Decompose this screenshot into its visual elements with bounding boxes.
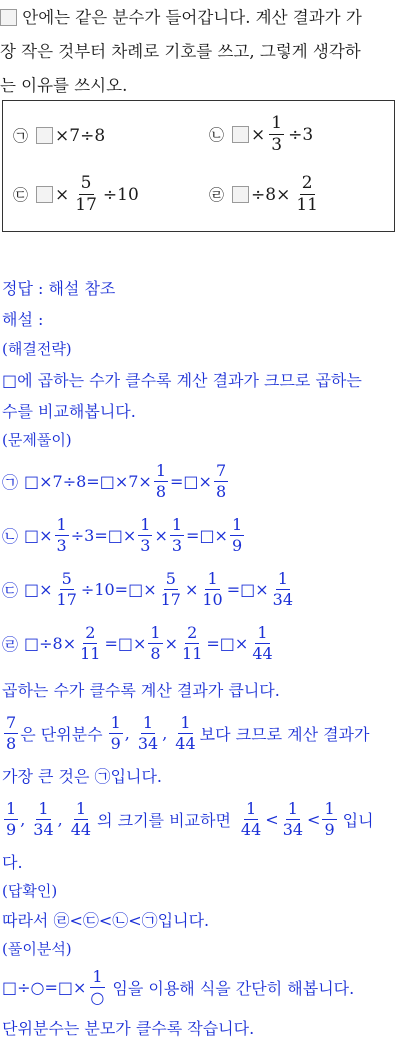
fraction: $\frac{1}{3}$ — [56, 514, 67, 555]
analysis-tag: (풀이분석) — [2, 940, 72, 958]
equation-d: ㉣ □÷8× $\frac{2}{11}$ =□× $\frac{1}{8}$ × $\frac{2}{11}$ =□× $\frac{1}{44}$ — [2, 622, 273, 663]
fraction: $\frac{1}{3}$ — [171, 514, 183, 555]
fraction: $\frac{7}{8}$ — [215, 460, 227, 501]
question-line-3: 는 이유를 쓰시오. — [0, 76, 128, 95]
fraction: $\frac{1}{8}$ — [155, 460, 167, 501]
question-line-2: 장 작은 것부터 차례로 기호를 쓰고, 그렇게 생각하 — [0, 42, 361, 61]
fraction: $\frac{2}{11}$ — [296, 173, 318, 215]
fraction: $\frac{1}{8}$ — [150, 622, 161, 663]
largest-line: 가장 큰 것은 ㉠입니다. — [2, 767, 162, 786]
unit-fraction-line: $\frac{7}{8}$ 은 단위분수 $\frac{1}{9}$ , $\frac{1}{34}$ , $\frac{1}{44}$ 보다 크므로 계산 결과가 — [6, 712, 370, 753]
fraction: $\frac{5}{17}$ — [160, 568, 181, 609]
fraction: $\frac{2}{11}$ — [80, 622, 101, 663]
fraction: $\frac{1}{44}$ — [252, 622, 273, 663]
fraction: $\frac{1}{44}$ — [70, 798, 92, 839]
blank-box-icon — [232, 186, 249, 203]
equation-a: ㉠ □×7÷8=□×7× $\frac{1}{8}$ =□× $\frac{7}{8}$ — [2, 460, 227, 501]
fraction: $\frac{1}{44}$ — [175, 712, 196, 753]
answer-line: 정답 : 해설 참조 — [2, 279, 116, 298]
item-c: ㉢ × $\frac{5}{17}$ ÷10 — [13, 173, 139, 215]
strategy-line-2: 수를 비교해봅니다. — [2, 402, 136, 421]
question-line-1: 안에는 같은 분수가 들어갑니다. 계산 결과가 가 — [0, 4, 362, 28]
da-line: 다. — [2, 853, 23, 872]
larger-line: 곱하는 수가 클수록 계산 결과가 큽니다. — [2, 681, 280, 700]
fraction: $\frac{2}{11}$ — [182, 622, 203, 663]
solve-tag: (문제풀이) — [2, 431, 72, 449]
conclusion-line: 따라서 ㉣<㉢<㉡<㉠입니다. — [2, 911, 210, 930]
fraction: $\frac{1}{34}$ — [282, 798, 304, 839]
fraction: $\frac{1}{○}$ — [90, 966, 105, 1007]
equation-c: ㉢ □× $\frac{5}{17}$ ÷10=□× $\frac{5}{17}$ × $\frac{1}{10}$ =□× $\frac{1}{34}$ — [2, 568, 294, 609]
fraction: $\frac{1}{3}$ — [271, 113, 283, 155]
fraction: $\frac{7}{8}$ — [6, 712, 17, 753]
item-a: ㉠ ×7÷8 — [13, 125, 106, 146]
fraction: $\frac{1}{9}$ — [110, 712, 121, 753]
fraction: $\frac{5}{17}$ — [75, 173, 97, 215]
item-b: ㉡ × $\frac{1}{3}$ ÷3 — [209, 113, 314, 155]
rule-line: □÷○=□× $\frac{1}{○}$ 임을 이용해 식을 간단히 해봅니다. — [2, 966, 355, 1007]
blank-box-icon — [36, 186, 53, 203]
fraction: $\frac{1}{34}$ — [33, 798, 54, 839]
blank-box-icon — [232, 126, 249, 143]
last-line: 단위분수는 분모가 클수록 작습니다. — [2, 1019, 255, 1038]
check-tag: (답확인) — [2, 882, 58, 900]
fraction: $\frac{1}{34}$ — [272, 568, 294, 609]
fraction: $\frac{1}{10}$ — [202, 568, 223, 609]
expression-box — [2, 100, 395, 232]
blank-box-icon — [0, 9, 17, 26]
strategy-line-1: □에 곱하는 수가 클수록 계산 결과가 크므로 곱하는 — [2, 371, 362, 390]
fraction: $\frac{1}{3}$ — [140, 514, 151, 555]
fraction: $\frac{1}{9}$ — [324, 798, 335, 839]
fraction: $\frac{1}{44}$ — [240, 798, 262, 839]
fraction: $\frac{1}{9}$ — [231, 514, 243, 555]
compare-line: $\frac{1}{9}$ , $\frac{1}{34}$ , $\frac{1}{44}$ 의 크기를 비교하면 $\frac{1}{44}$ < $\frac{1}{34}$ < $\frac{1}{9}$ 입니 — [6, 798, 374, 839]
equation-b: ㉡ □× $\frac{1}{3}$ ÷3=□× $\frac{1}{3}$ × $\frac{1}{3}$ =□× $\frac{1}{9}$ — [2, 514, 243, 555]
fraction: $\frac{1}{34}$ — [137, 712, 159, 753]
item-d: ㉣ ÷8× $\frac{2}{11}$ — [209, 173, 318, 215]
blank-box-icon — [36, 127, 53, 144]
fraction: $\frac{1}{9}$ — [6, 798, 17, 839]
explain-label: 해설 : — [2, 310, 44, 329]
strategy-tag: (해결전략) — [2, 340, 72, 358]
fraction: $\frac{5}{17}$ — [56, 568, 77, 609]
